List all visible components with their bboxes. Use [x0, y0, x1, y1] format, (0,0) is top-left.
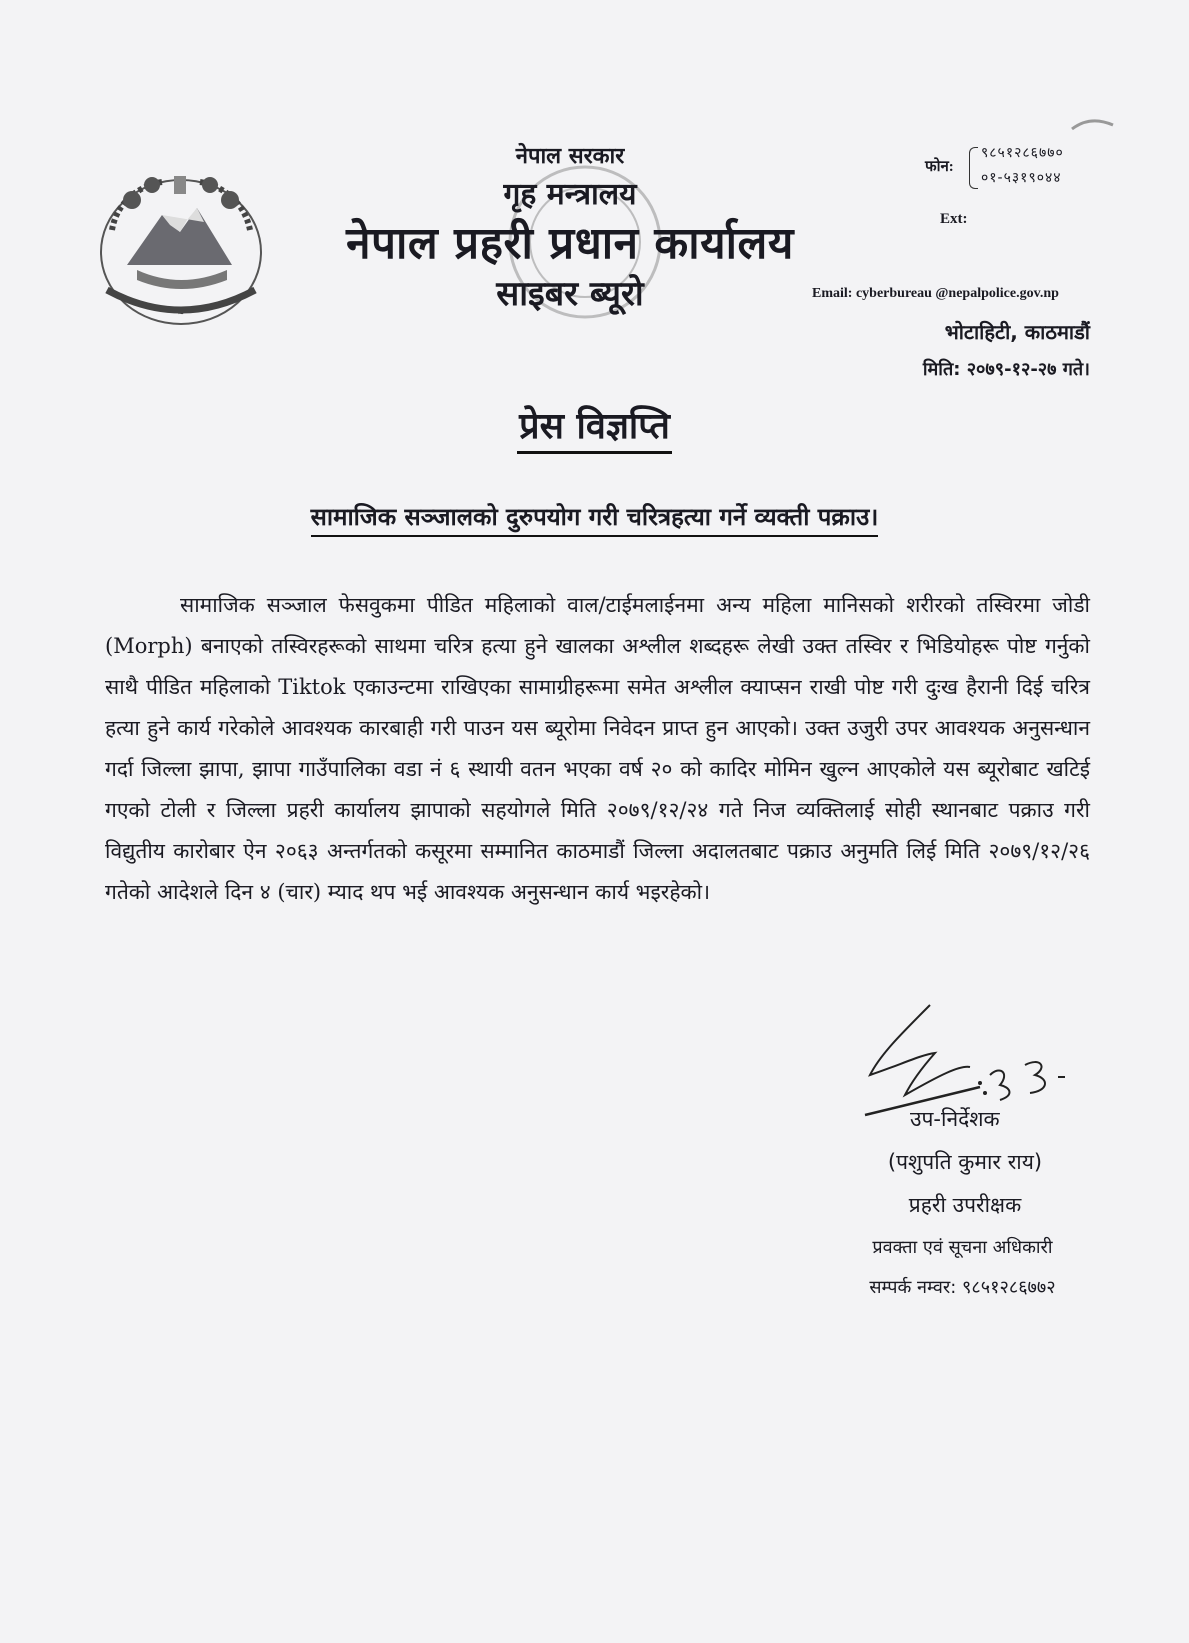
brace-icon — [969, 147, 978, 189]
phone-number-1: ९८५१२८६७७० — [981, 145, 1064, 161]
signatory-contact: सम्पर्क नम्वर: ९८५१२८६७७२ — [869, 1277, 1056, 1298]
email-address: Email: cyberbureau @nepalpolice.gov.np — [812, 286, 1059, 301]
bureau-name: साइबर ब्यूरो — [496, 274, 644, 314]
phone-number-2: ०१-५३१९०४४ — [981, 170, 1062, 186]
subject-text: सामाजिक सञ्जालको दुरुपयोग गरी चरित्रहत्या गर्ने व्यक्ती पक्राउ। — [311, 503, 879, 537]
staple-mark-icon — [1070, 115, 1115, 133]
government-name: नेपाल सरकार — [515, 144, 625, 169]
press-release-heading — [0, 400, 1189, 449]
signatory-name: (पशुपति कुमार राय) — [887, 1150, 1043, 1174]
signatory-title: उप-निर्देशक — [910, 1107, 1000, 1131]
ministry-name: गृह मन्त्रालय — [503, 177, 637, 212]
letterhead — [290, 140, 850, 315]
subject-line — [0, 500, 1189, 533]
press-release-title: प्रेस विज्ञप्ति — [517, 406, 672, 454]
ext-label: Ext: — [940, 211, 968, 227]
body-paragraph: सामाजिक सञ्जाल फेसवुकमा पीडित महिलाको वाल/टाईमलाईनमा अन्य महिला मानिसको शरीरको तस्विरमा जोडी (Morph) बनाएको तस्विरहरूको साथमा चरित्र हत्या हुने खालका अश्लील शब्दहरू लेखी उक्त तस्विर र भिडियोहरू पोष्ट गर्नुको साथै पीडित महिलाको Tiktok एकाउन्टमा राखिएका सामाग्रीहरूमा समेत अश्लील क्याप्सन राखी पोष्ट गरी दुःख हैरानी दिई चरित्र हत्या हुने कार्य गरेकोले आवश्यक कारबाही गरी पाउन यस ब्यूरोमा निवेदन प्राप्त हुन आएको। उक्त उजुरी उपर आवश्यक अनुसन्धान गर्दा जिल्ला झापा, झापा गाउँपालिका वडा नं ६ स्थायी वतन भएका वर्ष २० को कादिर मोमिन खुल्न आएकोले यस ब्यूरोबाट खटिई गएको टोली र जिल्ला प्रहरी कार्यालय झापाको सहयोगले मिति २०७९/१२/२४ गते निज व्यक्तिलाई सोही स्थानबाट पक्राउ गरी विद्युतीय कारोबार ऐन २०६३ अन्तर्गतको कसूरमा सम्मानित काठमाडौं जिल्ला अदालतबाट पक्राउ अनुमति लिई मिति २०७९/१२/२६ गतेको आदेशले दिन ४ (चार) म्याद थप भई आवश्यक अनुसन्धान कार्य भइरहेको। — [105, 593, 1090, 904]
svg-text:~: ~ — [177, 309, 185, 318]
signatory-role: प्रवक्ता एवं सूचना अधिकारी — [872, 1237, 1053, 1258]
phone-label: फोन: — [925, 159, 954, 175]
signatory-rank: प्रहरी उपरीक्षक — [908, 1193, 1022, 1217]
issue-date: मिति: २०७९-१२-२७ गते। — [922, 359, 1090, 380]
office-name: नेपाल प्रहरी प्रधान कार्यालय — [346, 218, 794, 269]
nepal-emblem-icon — [92, 170, 270, 330]
location: भोटाहिटी, काठमाडौं — [944, 320, 1090, 344]
